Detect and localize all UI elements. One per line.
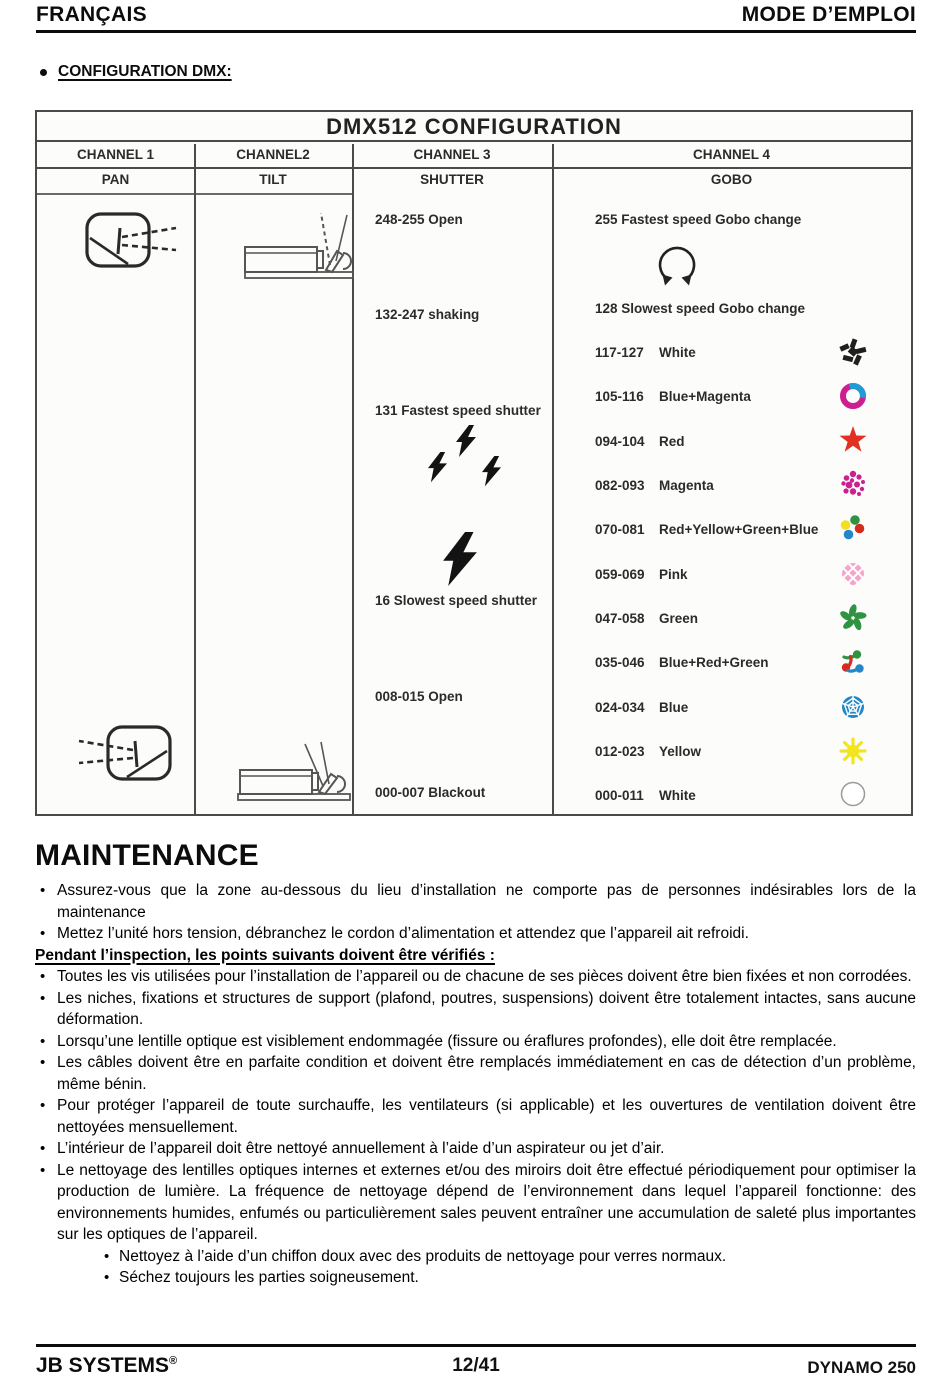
shutter-row: 000-007 Blackout: [375, 785, 486, 800]
gobo-row: [595, 700, 845, 715]
gobo-label: Red: [659, 434, 685, 449]
gobo-dots-magenta-icon: [837, 468, 869, 500]
column-divider: [194, 144, 196, 814]
page-footer: [36, 1352, 916, 1388]
bullet-icon: [35, 1095, 57, 1138]
channel-1-header: CHANNEL 1: [76, 147, 154, 162]
channel-2-header: CHANNEL2: [236, 147, 310, 162]
gobo-label: Green: [659, 611, 699, 626]
gobo-star-red-icon: [837, 424, 869, 456]
maintenance-bullet: • Pour protéger l’appareil de toute surchauffe, les ventilateurs (si applicable) et les ouvertures de ventilation doivent être nettoyées mensuellement.: [35, 1095, 916, 1138]
gobo-label: Blue+Red+Green: [659, 655, 769, 670]
header-doc-type: MODE D’EMPLOI: [741, 3, 916, 26]
bullet-icon: [35, 1160, 57, 1246]
gobo-range: 094-104: [595, 434, 645, 449]
gobo-circle-white-icon: [837, 778, 869, 810]
gobo-row: [595, 478, 845, 493]
maintenance-section: [35, 839, 916, 1289]
gobo-label: White: [659, 788, 696, 803]
gobo-dots-multicolor-icon: [837, 513, 869, 545]
gobo-header: GOBO: [710, 172, 753, 187]
function-header-row: [37, 169, 911, 193]
gobo-label: Pink: [659, 567, 688, 582]
gobo-row: [595, 434, 845, 449]
bullet-icon: [35, 1052, 57, 1095]
channel-header-row: [37, 144, 911, 167]
maintenance-bullet: • Toutes les vis utilisées pour l’installation de l’appareil ou de chacune de ses pièces doivent être bien fixées et non corrodées.: [35, 966, 916, 988]
gobo-fastest-label: 255 Fastest speed Gobo change: [595, 212, 802, 227]
gobo-row: [595, 611, 845, 626]
shutter-header: SHUTTER: [420, 172, 484, 187]
gobo-row: [595, 567, 845, 582]
gobo-range: 000-011: [595, 788, 644, 803]
bullet-icon: [35, 988, 57, 1031]
footer-page-number: 12/41: [452, 1355, 500, 1376]
tilt-header: TILT: [259, 172, 287, 187]
page-header: [36, 3, 916, 27]
gobo-range: 059-069: [595, 567, 645, 582]
tilt-side-view-diagram: [240, 207, 358, 287]
config-dmx-label: CONFIGURATION DMX:: [58, 63, 232, 80]
shutter-row: 248-255 Open: [375, 212, 463, 227]
shutter-row: 008-015 Open: [375, 689, 463, 704]
gobo-row: [595, 788, 845, 803]
gobo-range: 035-046: [595, 655, 645, 670]
maintenance-sub-bullet: • Séchez toujours les parties soigneusement.: [99, 1267, 916, 1289]
maintenance-bullet: • Les câbles doivent être en parfaite condition et doivent être remplacés immédiatement en cas de détection d’un problème, même bénin.: [35, 1052, 916, 1095]
gobo-rotation-arrow-icon: [649, 238, 705, 296]
shutter-row: 132-247 shaking: [375, 307, 480, 322]
maintenance-bullet: • Le nettoyage des lentilles optiques internes et externes et/ou des miroirs doit être effectué périodiquement pour optimiser la production de lumière. La fréquence de nettoyage dépend de l’environnement dans lequel l’appareil fonctionne: des environnements humides, enfumés ou particulièrement sales peuvent entraîner une accumulation de saleté plus importantes sur les optiques de l’appareil.: [35, 1160, 916, 1246]
maintenance-bullet: • Les niches, fixations et structures de support (plafond, poutres, suspensions) doivent être totalement intactes, sans aucune déformation.: [35, 988, 916, 1031]
inspection-heading: Pendant l’inspection, les points suivants doivent être vérifiés :: [35, 946, 495, 964]
footer-model: DYNAMO 250: [807, 1358, 916, 1377]
column-divider: [552, 144, 554, 814]
gobo-row: [595, 389, 845, 404]
gobo-swirl-tricolor-icon: [837, 646, 869, 678]
gobo-sun-yellow-icon: [837, 735, 869, 767]
registered-mark: ®: [169, 1355, 178, 1367]
gobo-range: 105-116: [595, 389, 644, 404]
bullet-icon: [35, 1138, 57, 1160]
maintenance-bullet: • Lorsqu’une lentille optique est visiblement endommagée (fissure ou éraflures profondes), elle doit être remplacée.: [35, 1031, 916, 1053]
maintenance-bullet: • L’intérieur de l’appareil doit être nettoyé annuellement à l’aide d’un aspirateur ou jet d’air.: [35, 1138, 916, 1160]
tilt-side-view-diagram-bottom: [235, 740, 353, 808]
gobo-label: Yellow: [659, 744, 702, 759]
gobo-label: Blue+Magenta: [659, 389, 751, 404]
bullet-icon: [99, 1267, 119, 1289]
maintenance-title: MAINTENANCE: [35, 839, 259, 872]
slow-shutter-bolt-icon: [443, 532, 477, 586]
gobo-lattice-pink-icon: [837, 558, 869, 590]
maintenance-bullet: • Mettez l’unité hors tension, débranchez le cordon d’alimentation et attendez que l’appareil ait refroidi.: [35, 923, 916, 945]
bullet-icon: [35, 880, 57, 923]
gobo-range: 070-081: [595, 522, 645, 537]
bullet-icon: [35, 923, 57, 945]
gobo-slowest-label: 128 Slowest speed Gobo change: [595, 301, 806, 316]
dmx512-configuration-table: [35, 110, 913, 816]
bullet-icon: [35, 966, 57, 988]
pan-header: PAN: [101, 172, 130, 187]
footer-brand: JB SYSTEMS®: [36, 1354, 178, 1377]
gobo-shards-black-icon: [837, 336, 869, 368]
channel-4-header: CHANNEL 4: [692, 147, 770, 162]
fast-shutter-bolts-icon: [422, 425, 514, 507]
gobo-row: [595, 655, 845, 670]
config-dmx-line: [40, 63, 232, 81]
gobo-row: [595, 744, 845, 759]
gobo-label: Magenta: [659, 478, 714, 493]
shutter-row: 16 Slowest speed shutter: [375, 593, 538, 608]
pan-top-view-diagram-mirrored: [75, 717, 175, 793]
gobo-range: 117-127: [595, 345, 644, 360]
gobo-label: Blue: [659, 700, 689, 715]
pan-top-view-diagram: [82, 207, 182, 279]
gobo-web-blue-icon: [837, 691, 869, 723]
gobo-range: 024-034: [595, 700, 645, 715]
gobo-label: White: [659, 345, 696, 360]
gobo-pinwheel-green-icon: [837, 602, 869, 634]
gobo-ring-blue-magenta-icon: [837, 380, 869, 412]
table-title: DMX512 CONFIGURATION: [37, 112, 911, 142]
gobo-row: [595, 345, 845, 360]
gobo-range: 082-093: [595, 478, 645, 493]
gobo-row: [595, 522, 845, 537]
channel-3-header: CHANNEL 3: [413, 147, 491, 162]
bullet-icon: [99, 1246, 119, 1268]
shutter-row: 131 Fastest speed shutter: [375, 403, 541, 418]
gobo-range: 047-058: [595, 611, 645, 626]
footer-rule: [36, 1344, 916, 1347]
bullet-icon: [35, 1031, 57, 1053]
maintenance-bullet: • Assurez-vous que la zone au-dessous du lieu d’installation ne comporte pas de personnes indésirables lors de la maintenance: [35, 880, 916, 923]
bullet-icon: [40, 69, 47, 76]
header-rule: [36, 30, 916, 33]
maintenance-sub-bullet: • Nettoyez à l’aide d’un chiffon doux avec des produits de nettoyage pour verres normaux.: [99, 1246, 916, 1268]
header-language: FRANÇAIS: [36, 3, 147, 26]
gobo-range: 012-023: [595, 744, 645, 759]
gobo-label: Red+Yellow+Green+Blue: [659, 522, 819, 537]
